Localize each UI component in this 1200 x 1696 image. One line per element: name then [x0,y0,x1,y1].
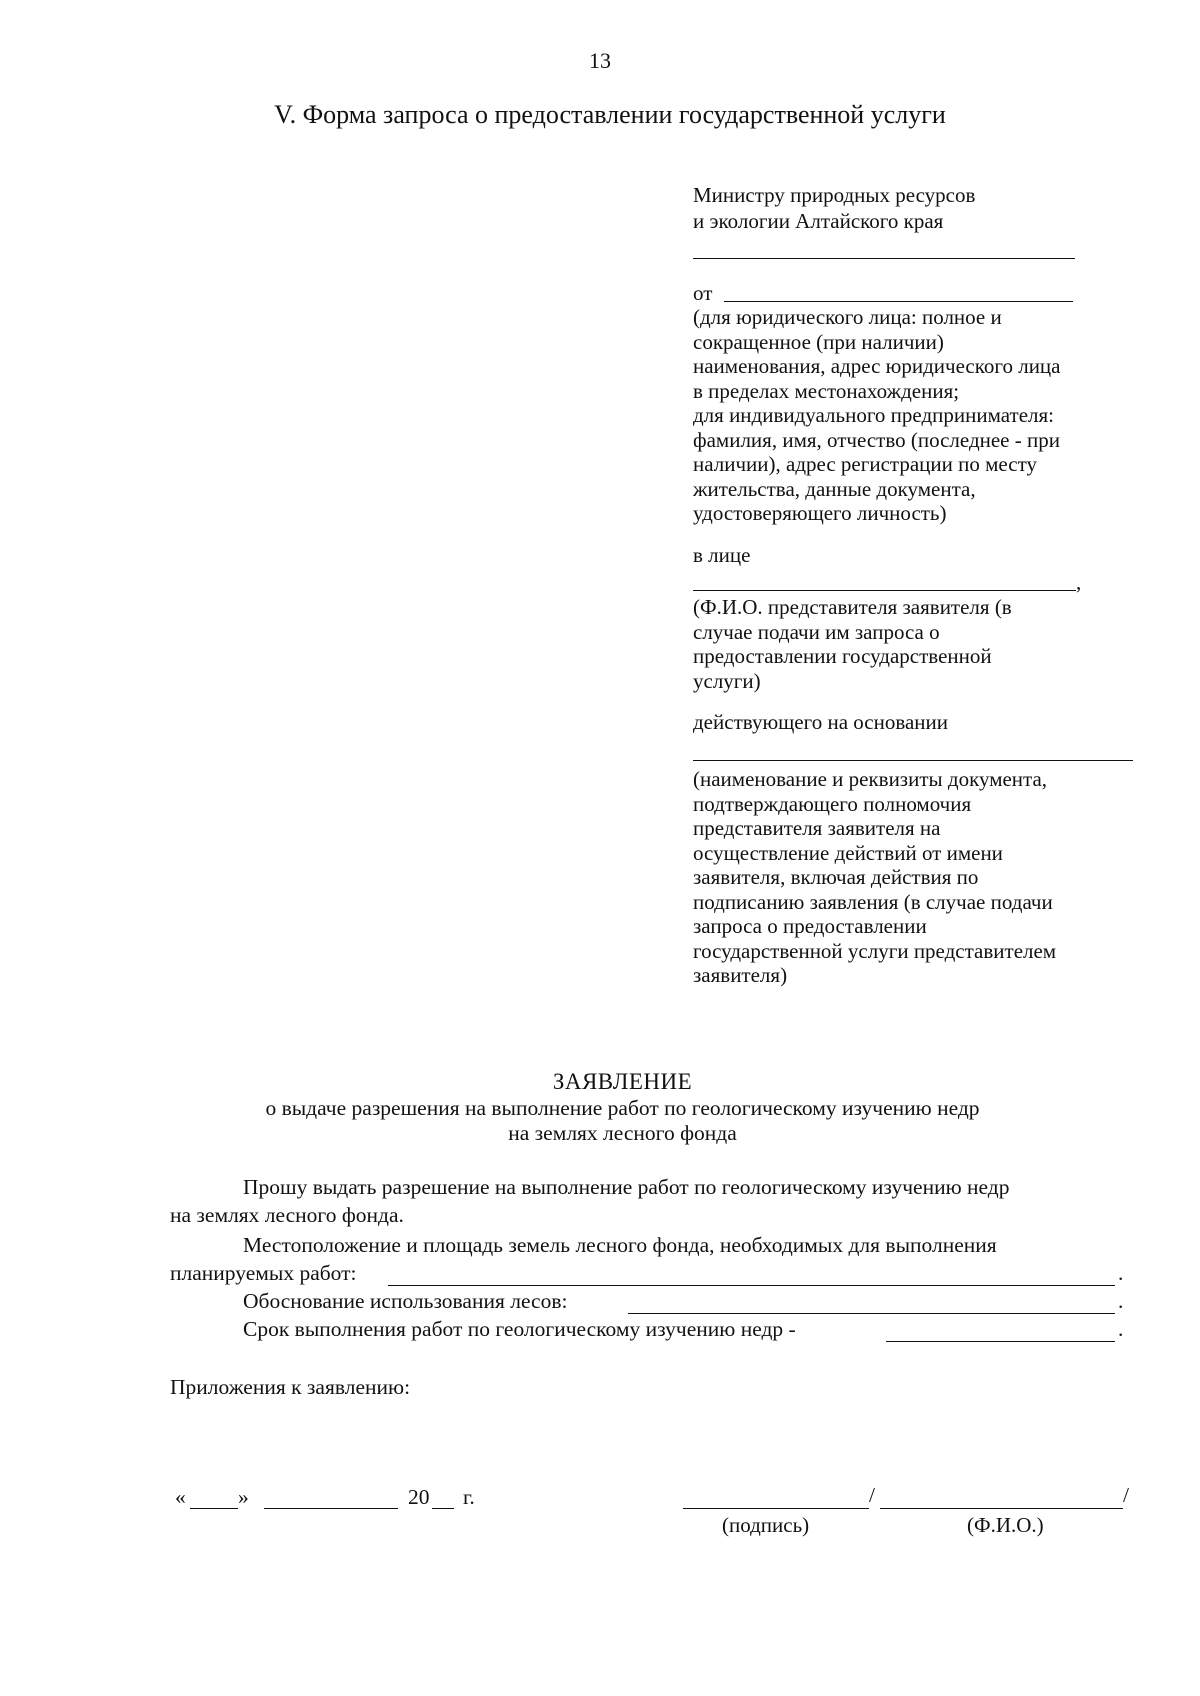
location-line-1: Местоположение и площадь земель лесного фонда, необходимых для выполнения [243,1233,997,1257]
signature-label: (подпись) [722,1513,810,1537]
term-blank-line[interactable] [886,1341,1115,1342]
basis-blank-line[interactable] [693,760,1133,761]
signature-slash-2: / [1123,1483,1129,1507]
justification-label: Обоснование использования лесов: [243,1289,568,1313]
year-blank-line[interactable] [432,1508,454,1509]
document-hint-line: заявителя, включая действия по [693,865,979,889]
representative-blank-line[interactable] [693,590,1076,591]
document-hint-line: представителя заявителя на [693,816,941,840]
signature-blank-line[interactable] [683,1508,869,1509]
month-blank-line[interactable] [264,1508,398,1509]
document-hint-line: государственной услуги представителем [693,938,1057,963]
document-hint-line: (наименование и реквизиты документа, [693,767,1048,791]
date-open-quote: « [175,1485,186,1509]
term-label: Срок выполнения работ по геологическому изучению недр - [243,1317,796,1341]
date-close-quote: » [238,1485,249,1509]
applicant-hint-line: фамилия, имя, отчество (последнее - при [693,427,1060,452]
request-line-1: Прошу выдать разрешение на выполнение работ по геологическому изучению недр [243,1175,1010,1199]
statement-title: ЗАЯВЛЕНИЕ [552,1069,693,1094]
in-person-label: в лице [693,543,751,567]
applicant-hint-line: сокращенное (при наличии) [693,329,944,354]
from-label: от [693,281,713,305]
representative-hint-line: (Ф.И.О. представителя заявителя (в [693,595,1012,619]
statement-subtitle-2: на землях лесного фонда [508,1121,737,1145]
document-hint-line: подписанию заявления (в случае подачи [693,889,1053,914]
name-label: (Ф.И.О.) [967,1513,1044,1537]
statement-subtitle-1: о выдаче разрешения на выполнение работ по геологическому изучению недр [265,1096,980,1120]
representative-hint-line: предоставлении государственной [693,644,992,668]
year-suffix: г. [463,1485,475,1509]
applicant-hint-line: жительства, данные документа, [693,476,976,501]
request-line-2: на землях лесного фонда. [170,1203,404,1227]
applicant-hint-line: наличии), адрес регистрации по месту [693,452,1037,476]
document-hint-line: запроса о предоставлении [693,914,927,938]
term-period: . [1118,1317,1124,1341]
justification-period: . [1118,1289,1124,1313]
from-blank-line[interactable] [724,301,1073,302]
addressee-line-2: и экологии Алтайского края [693,209,944,233]
document-hint-line: заявителя) [693,963,788,987]
name-blank-line[interactable] [880,1508,1123,1509]
acting-basis-label: действующего на основании [693,710,949,734]
attachments-label: Приложения к заявлению: [170,1375,411,1399]
applicant-hint-line: удостоверяющего личность) [693,501,947,525]
representative-hint-line: услуги) [693,668,761,693]
location-label: планируемых работ: [170,1261,357,1285]
year-prefix: 20 [408,1485,430,1509]
location-period: . [1118,1261,1124,1285]
document-hint-line: осуществление действий от имени [693,840,1003,865]
applicant-hint-line: в пределах местонахождения; [693,378,960,403]
addressee-blank-line[interactable] [693,258,1075,259]
section-title: V. Форма запроса о предоставлении государственной услуги [274,100,946,129]
justification-blank-line[interactable] [628,1313,1115,1314]
applicant-hint-line: (для юридического лица: полное и [693,305,1002,329]
addressee-line-1: Министру природных ресурсов [693,183,976,207]
comma: , [1076,570,1082,594]
location-blank-line[interactable] [388,1285,1115,1286]
day-blank-line[interactable] [190,1508,238,1509]
page-number: 13 [589,48,611,73]
signature-slash-1: / [869,1483,875,1507]
applicant-hint-line: наименования, адрес юридического лица [693,354,1061,378]
applicant-hint-line: для индивидуального предпринимателя: [693,403,1054,427]
document-hint-line: подтверждающего полномочия [693,791,972,816]
representative-hint-line: случае подачи им запроса о [693,619,940,644]
